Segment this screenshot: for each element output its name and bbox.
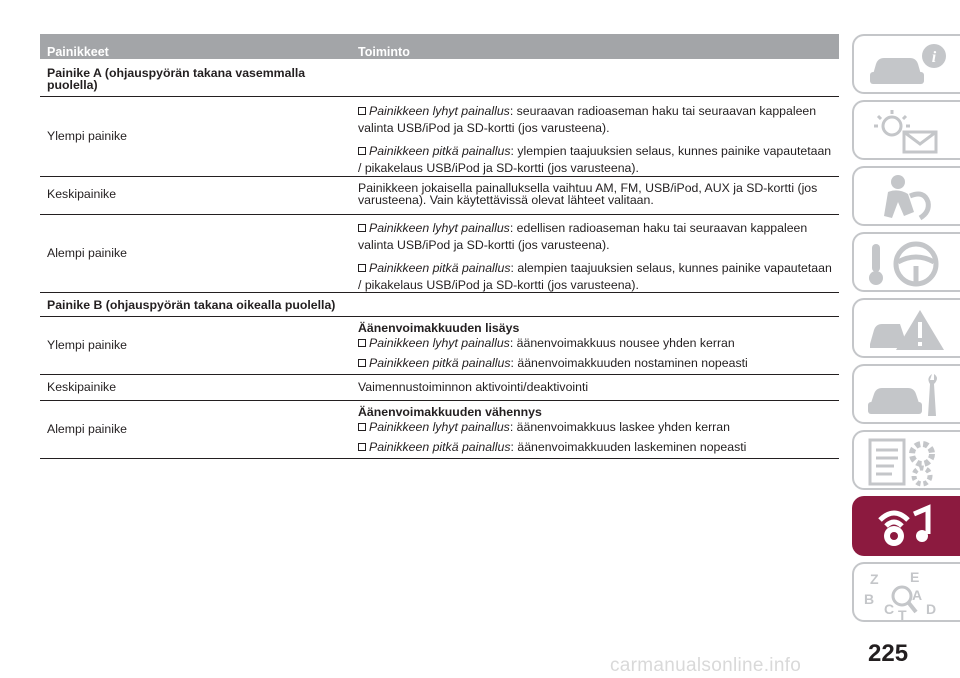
tab-warning-lights[interactable]	[852, 100, 960, 160]
list-item	[358, 220, 837, 254]
tab-emergency[interactable]	[852, 298, 960, 358]
svg-text:E: E	[910, 569, 920, 585]
function-cell: Painikkeen jokaisella painalluksella vaihtuu AM, FM, USB/iPod, AUX ja SD-kortti (jos varusteena). Vain käytettävissä olevat lähteet valitaan.	[358, 181, 818, 207]
table-row	[40, 375, 839, 401]
tab-multimedia[interactable]	[852, 496, 960, 556]
button-name: Keskipainike	[47, 187, 117, 201]
checkbox-bullet-icon	[358, 339, 366, 347]
svg-text:A: A	[912, 587, 923, 603]
table-row	[40, 97, 839, 177]
item-text: : alempien taajuuksien selaus, kunnes painike vapautetaan / pikakelaus USB/iPod ja SD-kortti (jos varusteena).	[358, 261, 832, 292]
car-emergency-icon	[864, 304, 950, 356]
item-text: : äänenvoimakkuuden nostaminen nopeasti	[510, 356, 748, 370]
list-item	[358, 335, 837, 352]
tab-safety[interactable]	[852, 166, 960, 226]
checkbox-bullet-icon	[358, 107, 366, 115]
item-label: Painikkeen pitkä painallus	[369, 356, 511, 370]
item-text: : äänenvoimakkuuden laskeminen nopeasti	[510, 440, 747, 454]
item-text: : ylempien taajuuksien selaus, kunnes painike vapautetaan / pikakelaus USB/iPod ja SD-kortti (jos varusteena).	[358, 144, 832, 175]
table-row	[40, 177, 839, 215]
item-label: Painikkeen pitkä painallus	[369, 261, 511, 275]
tab-index[interactable]	[852, 562, 960, 622]
function-cell	[346, 215, 839, 292]
section-title: Painike A (ohjauspyörän takana vasemmalla puolella)	[47, 66, 306, 92]
controls-table	[40, 34, 839, 459]
function-cell: Vaimennustoiminnon aktivointi/deaktivointi	[358, 380, 589, 394]
svg-text:B: B	[864, 591, 875, 607]
tab-car-info[interactable]	[852, 34, 960, 94]
function-heading: Äänenvoimakkuuden vähennys	[358, 405, 542, 419]
item-label: Painikkeen lyhyt painallus	[369, 420, 510, 434]
tab-technical-data[interactable]	[852, 430, 960, 490]
item-label: Painikkeen lyhyt painallus	[369, 221, 510, 235]
checkbox-bullet-icon	[358, 443, 366, 451]
button-name: Keskipainike	[47, 380, 117, 394]
svg-text:C: C	[884, 601, 895, 617]
warning-light-message-icon	[864, 106, 950, 158]
header-buttons: Painikkeet	[47, 45, 109, 59]
list-item	[358, 260, 837, 294]
svg-text:Z: Z	[870, 571, 879, 587]
function-cell	[346, 401, 839, 458]
list-item	[358, 419, 837, 436]
car-info-icon	[864, 40, 950, 92]
table-row	[40, 401, 839, 459]
list-item	[358, 439, 837, 456]
item-label: Painikkeen lyhyt painallus	[369, 104, 510, 118]
item-label: Painikkeen pitkä painallus	[369, 144, 511, 158]
button-name: Alempi painike	[47, 246, 127, 260]
item-text: : seuraavan radioaseman haku tai seuraavan kappaleen valinta USB/iPod ja SD-kortti (jos varusteena).	[358, 104, 817, 135]
svg-text:D: D	[926, 601, 937, 617]
watermark: carmanualsonline.info	[610, 655, 802, 676]
item-label: Painikkeen pitkä painallus	[369, 440, 511, 454]
table-row	[40, 317, 839, 375]
checkbox-bullet-icon	[358, 264, 366, 272]
checkbox-bullet-icon	[358, 224, 366, 232]
car-maintenance-wrench-icon	[864, 370, 950, 422]
table-row	[40, 215, 839, 293]
button-name: Alempi painike	[47, 422, 127, 436]
item-text: : edellisen radioaseman haku tai seuraavan kappaleen valinta USB/iPod ja SD-kortti (jos varusteena).	[358, 221, 808, 252]
button-name: Ylempi painike	[47, 338, 127, 352]
checkbox-bullet-icon	[358, 423, 366, 431]
list-item	[358, 143, 837, 177]
tab-maintenance[interactable]	[852, 364, 960, 424]
key-steering-wheel-icon	[864, 238, 950, 290]
index-alphabet-search-icon	[864, 568, 950, 620]
seat-airbag-safety-icon	[864, 172, 950, 224]
multimedia-wifi-music-icon	[864, 502, 950, 554]
item-text: : äänenvoimakkuus nousee yhden kerran	[509, 336, 735, 350]
page-number: 225	[868, 640, 909, 667]
section-title: Painike B (ohjauspyörän takana oikealla puolella)	[47, 298, 336, 312]
list-item	[358, 103, 837, 137]
header-function: Toiminto	[358, 45, 410, 59]
checkbox-bullet-icon	[358, 359, 366, 367]
item-label: Painikkeen lyhyt painallus	[369, 336, 510, 350]
tab-starting-driving[interactable]	[852, 232, 960, 292]
list-item	[358, 355, 837, 372]
table-header	[40, 34, 839, 59]
function-cell	[346, 317, 839, 374]
checkbox-bullet-icon	[358, 147, 366, 155]
technical-data-gears-icon	[864, 436, 950, 488]
function-cell	[346, 97, 839, 176]
section-a-heading	[40, 59, 839, 97]
svg-text:i: i	[931, 49, 937, 66]
button-name: Ylempi painike	[47, 129, 127, 143]
svg-text:T: T	[898, 607, 907, 620]
section-b-heading	[40, 293, 839, 317]
item-text: : äänenvoimakkuus laskee yhden kerran	[509, 420, 730, 434]
function-heading: Äänenvoimakkuuden lisäys	[358, 321, 520, 335]
